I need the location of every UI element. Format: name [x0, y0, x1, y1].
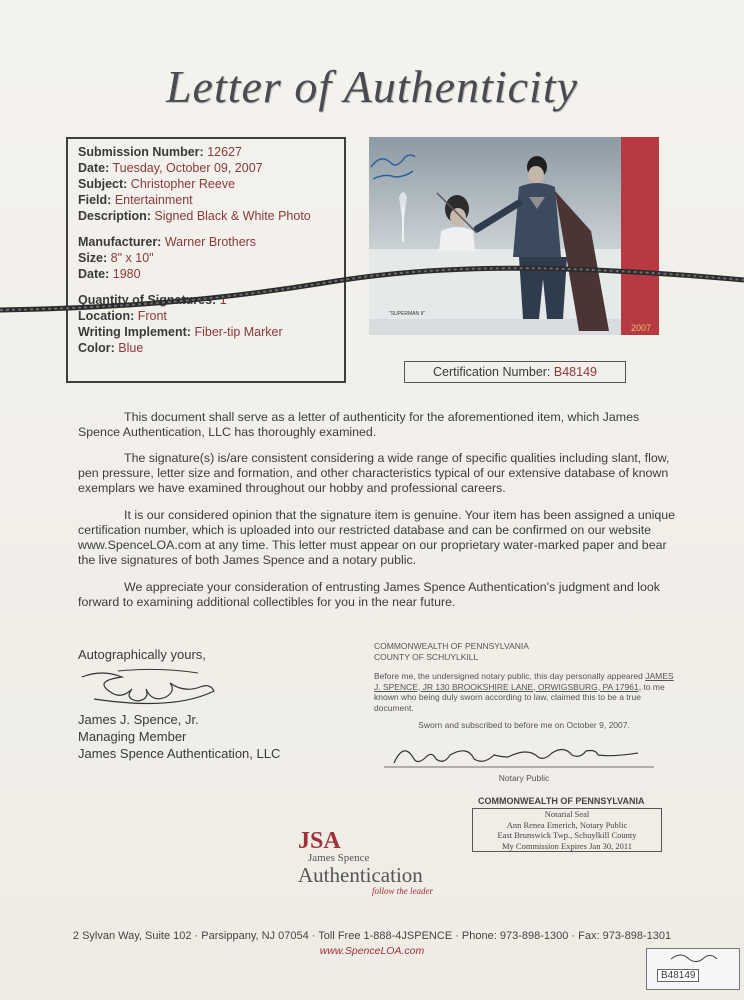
- size-value: 8" x 10": [110, 251, 154, 265]
- subject-value: Christopher Reeve: [130, 177, 236, 191]
- notary-statement-2: to me known who being duly sworn according to law, claimed this to be a true document.: [374, 681, 665, 713]
- description-value: Signed Black & White Photo: [154, 209, 311, 223]
- jsa-letters: JSA: [298, 828, 341, 854]
- paragraph-2: [78, 451, 678, 496]
- certification-label: Certification Number:: [433, 365, 551, 379]
- jsa-logo: [298, 830, 448, 896]
- footer: [0, 930, 744, 957]
- paragraph-3: [78, 508, 678, 568]
- implement-value: Fiber-tip Marker: [194, 325, 283, 339]
- jsa-authentication: Authentication: [298, 863, 423, 887]
- closing: Autographically yours,: [78, 647, 206, 662]
- paragraph-4-text: We appreciate your consideration of entrusting James Spence Authentication's judgment and look forward to examining additional collectibles for you in the near future.: [78, 580, 660, 609]
- item-date-value: 1980: [112, 267, 141, 281]
- color-label: Color:: [78, 341, 115, 355]
- subject-label: Subject:: [78, 177, 128, 191]
- quantity-label: Quantity of Signatures:: [78, 293, 217, 307]
- location-label: Location:: [78, 309, 135, 323]
- signer-company: James Spence Authentication, LLC: [78, 746, 281, 761]
- footer-url: www.SpenceLOA.com: [319, 945, 425, 957]
- stamp-line-1: Notarial Seal: [544, 809, 590, 819]
- hologram-string: [0, 250, 744, 320]
- notary-signature: [374, 733, 664, 773]
- date-label: Date:: [78, 161, 110, 175]
- stamp-line-3: East Brunswick Twp., Schuylkill County: [497, 830, 637, 840]
- spence-signature: [78, 663, 228, 707]
- footer-address: 2 Sylvan Way, Suite 102 · Parsippany, NJ 07054 · Toll Free 1-888-4JSPENCE · Phone: 973-898-1300 · Fax: 973-898-1301: [72, 930, 672, 942]
- manufacturer-value: Warner Brothers: [164, 235, 257, 249]
- submission-number: 12627: [207, 145, 242, 159]
- document-title: Letter of Authenticity: [165, 61, 579, 112]
- jsa-james-spence: James Spence: [308, 852, 370, 864]
- notary-statement-1: Before me, the undersigned notary public, this day personally appeared: [374, 671, 643, 681]
- paragraph-4: [78, 580, 678, 610]
- manufacturer-label: Manufacturer:: [78, 235, 162, 249]
- stamp-line-2: Ann Renea Emerich, Notary Public: [506, 819, 628, 830]
- certification-number: B48149: [553, 365, 597, 379]
- submission-date: Tuesday, October 09, 2007: [112, 161, 263, 175]
- paragraph-3-text: It is our considered opinion that the signature item is genuine. Your item has been assigned a unique certification number, which is uploaded into our restricted database and can be confirmed on our website www.SpenceLOA.com at any time. This letter must appear on our proprietary water-marked paper and bear the live signatures of both James Spence and a notary public.: [78, 508, 676, 567]
- notary-block: [374, 641, 674, 783]
- jsa-tagline: follow the leader: [372, 886, 433, 896]
- notary-public-label: Notary Public: [498, 772, 550, 783]
- signer-name: James J. Spence, Jr.: [78, 712, 199, 727]
- paragraph-1: [78, 410, 678, 440]
- implement-label: Writing Implement:: [78, 325, 191, 339]
- certification-box: [404, 361, 626, 383]
- paragraph-2-text: The signature(s) is/are consistent considering a wide range of specific qualities including slant, flow, pen pressure, letter size and formation, and other characteristics typical of our extensive database of known exemplars we have examined throughout our hobby and professional careers.: [78, 451, 670, 495]
- notary-statement-name: JAMES J. SPENCE, JR 130 BROOKSHIRE LANE, ORWIGSBURG, PA 17961,: [374, 671, 674, 692]
- location-value: Front: [137, 309, 167, 323]
- description-label: Description:: [78, 209, 151, 223]
- photo-date-stamp: 2007: [631, 323, 652, 333]
- quantity-value: 1: [219, 293, 227, 307]
- color-value: Blue: [118, 341, 144, 355]
- paragraph-1-text: This document shall serve as a letter of authenticity for the aforementioned item, which James Spence Authentication, LLC has thoroughly examined.: [78, 410, 640, 439]
- hologram-number: B48149: [657, 969, 699, 982]
- item-date-label: Date:: [78, 267, 110, 281]
- signoff-block: [78, 646, 280, 762]
- hologram-sticker: [646, 948, 740, 990]
- notary-county: COUNTY OF SCHUYLKILL: [374, 651, 479, 662]
- stamp-header: COMMONWEALTH OF PENNSYLVANIA: [478, 796, 645, 806]
- field-label: Field:: [78, 193, 112, 207]
- notary-sworn: Sworn and subscribed to before me on October 9, 2007.: [418, 720, 630, 730]
- signer-role: Managing Member: [78, 729, 187, 744]
- notary-commonwealth: COMMONWEALTH OF PENNSYLVANIA: [374, 641, 529, 651]
- submission-label: Submission Number:: [78, 145, 204, 159]
- size-label: Size:: [78, 251, 108, 265]
- field-value: Entertainment: [114, 193, 193, 207]
- hologram-signature: [647, 949, 737, 967]
- notarial-seal: [472, 808, 662, 852]
- photo-caption: "SUPERMAN II": [389, 311, 426, 317]
- stamp-line-4: My Commission Expires Jan 30, 2011: [501, 840, 633, 851]
